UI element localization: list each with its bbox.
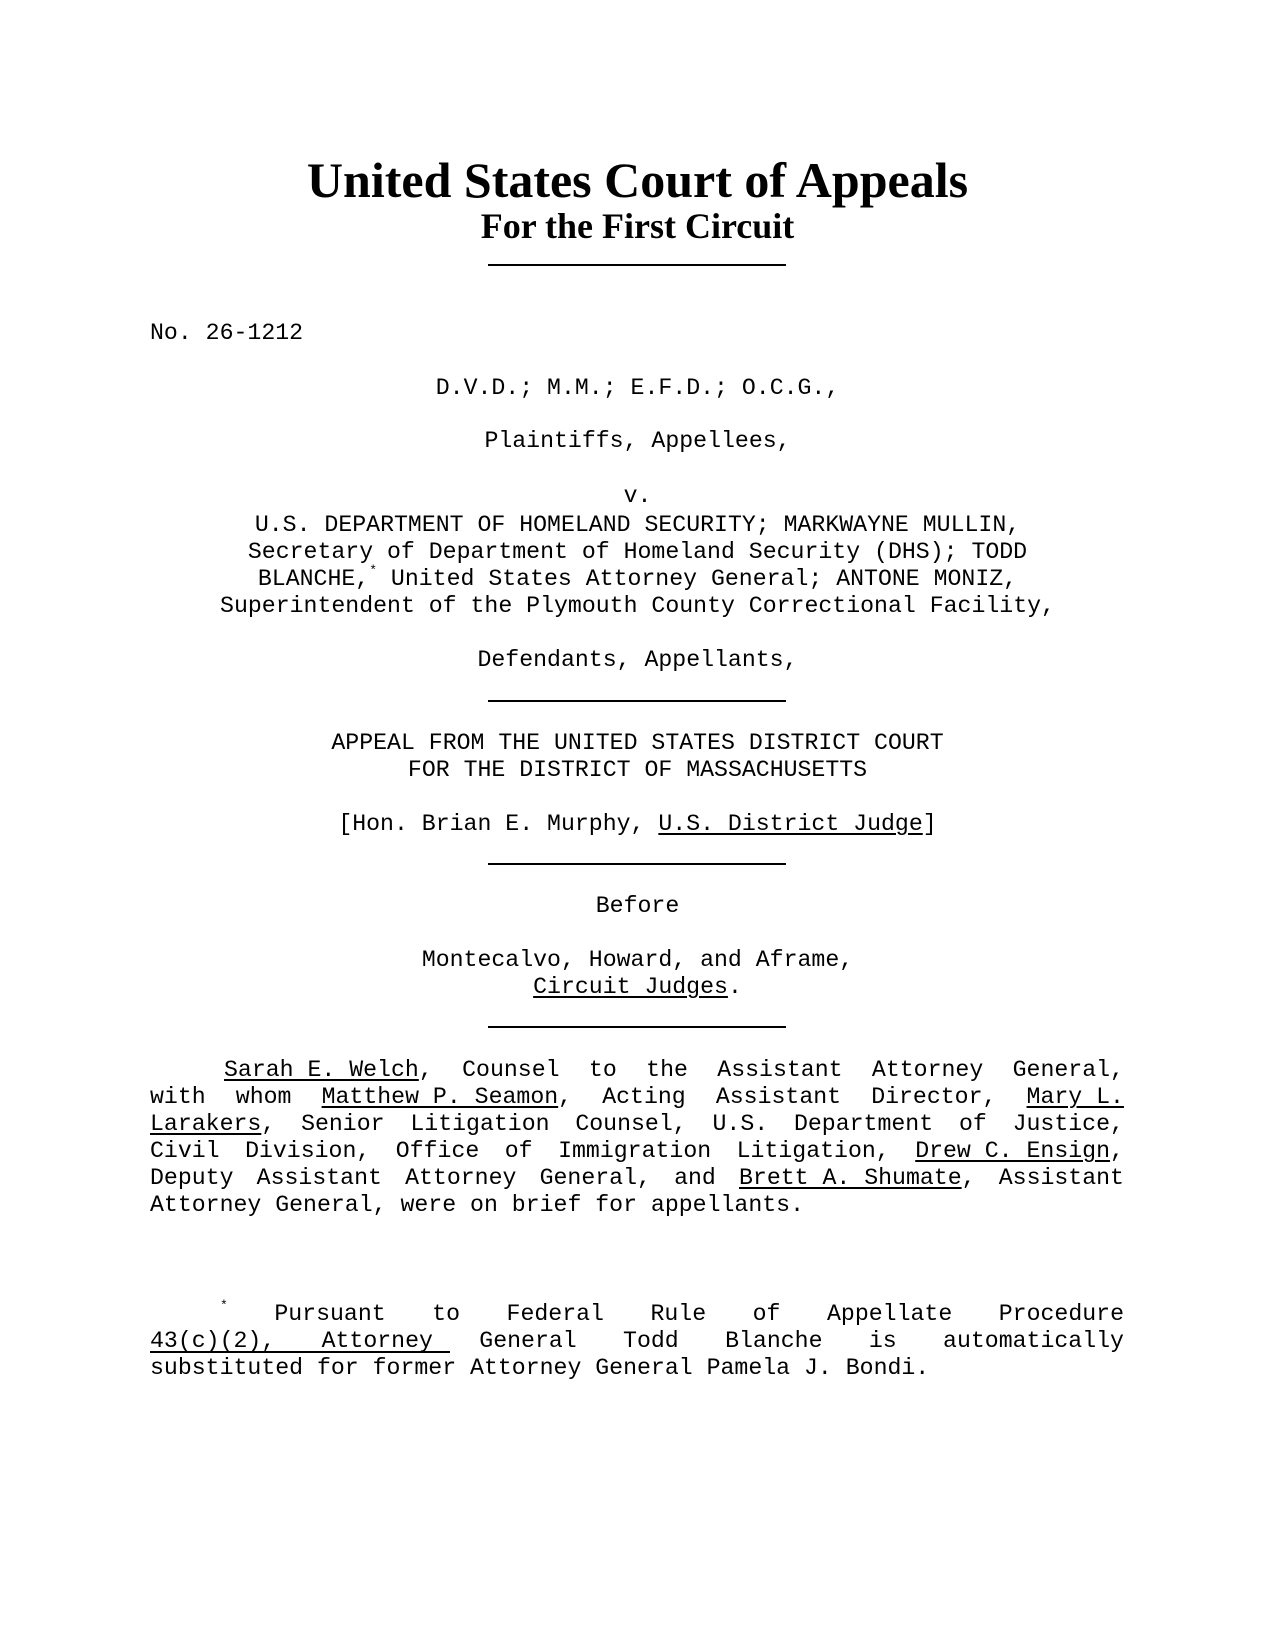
counsel-name-seamon: Matthew P. Seamon, bbox=[321, 1084, 573, 1110]
text-word: Deputy bbox=[150, 1165, 234, 1191]
text-word: Counsel, bbox=[575, 1111, 687, 1137]
footnote-word: Appellate bbox=[827, 1301, 953, 1327]
text-word: with bbox=[150, 1084, 206, 1110]
judge-title: U.S. District Judge bbox=[658, 811, 923, 837]
text-word: U.S. bbox=[712, 1111, 769, 1137]
defendants-line-2: Secretary of Department of Homeland Security (DHS); TODD bbox=[247, 539, 1028, 565]
footnote-word: of bbox=[752, 1301, 781, 1327]
text-word: of bbox=[958, 1111, 987, 1137]
divider-rule bbox=[488, 700, 786, 702]
counsel-word: the bbox=[646, 1057, 688, 1083]
text-word: whom bbox=[235, 1084, 292, 1110]
counsel-line-3 bbox=[150, 1110, 1124, 1138]
text-word: Attorney bbox=[405, 1165, 517, 1191]
text-word: Department bbox=[793, 1111, 934, 1137]
counsel-word: to bbox=[588, 1057, 617, 1083]
defendants-line-4: Superintendent of the Plymouth County Correctional Facility, bbox=[220, 593, 1055, 619]
defendants-line-3-rest: United States Attorney General; ANTONE MONIZ, bbox=[377, 566, 1018, 592]
circuit-judges-title: Circuit Judges bbox=[533, 974, 728, 1000]
defendants-line-3 bbox=[0, 565, 1275, 593]
footnote-word: Attorney bbox=[321, 1328, 433, 1354]
defendant-role: Defendants, Appellants, bbox=[477, 647, 798, 673]
counsel-name-ensign: Drew C. Ensign, bbox=[915, 1138, 1124, 1164]
court-subtitle: For the First Circuit bbox=[480, 206, 795, 246]
judge-suffix: ] bbox=[922, 811, 937, 837]
counsel-line-6: Attorney General, were on brief for appellants. bbox=[150, 1192, 804, 1218]
counsel-word: Attorney bbox=[871, 1057, 984, 1083]
counsel-word: Counsel bbox=[462, 1057, 560, 1083]
divider-rule bbox=[488, 863, 786, 865]
text-word: Office bbox=[395, 1138, 480, 1164]
text-word: Acting bbox=[602, 1084, 686, 1110]
footnote-mark: * bbox=[220, 1298, 228, 1313]
footnote-word: General bbox=[479, 1328, 577, 1354]
counsel-line-2 bbox=[150, 1083, 1124, 1111]
divider-rule bbox=[488, 264, 786, 266]
judge-prefix: [Hon. Brian E. Murphy, bbox=[338, 811, 659, 837]
footnote-word: Todd bbox=[623, 1328, 679, 1354]
text-word: of bbox=[504, 1138, 533, 1164]
text-word: Litigation, bbox=[736, 1138, 890, 1164]
plaintiff-role: Plaintiffs, Appellees, bbox=[484, 428, 791, 454]
counsel-line-1: Sarah E. Welch, Counsel to the Assistant Attorney General, bbox=[224, 1057, 1124, 1083]
versus: v. bbox=[623, 483, 652, 509]
footnote-word: 43(c)(2), bbox=[150, 1328, 276, 1354]
panel-title bbox=[0, 973, 1275, 1001]
panel-title-suffix: . bbox=[727, 974, 742, 1000]
text-word: Immigration bbox=[558, 1138, 712, 1164]
text-word: Litigation bbox=[410, 1111, 550, 1137]
text-word: General, bbox=[539, 1165, 651, 1191]
footnote-word: is bbox=[868, 1328, 897, 1354]
case-number: No. 26-1212 bbox=[150, 320, 304, 346]
district-judge bbox=[0, 810, 1275, 838]
plaintiff-names: D.V.D.; M.M.; E.F.D.; O.C.G., bbox=[435, 375, 840, 401]
appeal-line-2: FOR THE DISTRICT OF MASSACHUSETTS bbox=[407, 757, 868, 783]
footnote-word: Blanche bbox=[725, 1328, 823, 1354]
defendants-line-1: U.S. DEPARTMENT OF HOMELAND SECURITY; MARKWAYNE MULLIN, bbox=[254, 512, 1021, 538]
counsel-name-larakers: Mary L. bbox=[1026, 1084, 1124, 1110]
footnote-word: Rule bbox=[650, 1301, 707, 1327]
panel-judges: Montecalvo, Howard, and Aframe, bbox=[421, 947, 854, 973]
footnote-word: automatically bbox=[943, 1328, 1124, 1354]
counsel-name-larakers-cont: Larakers, bbox=[150, 1111, 276, 1137]
footnote-marker: * bbox=[369, 563, 378, 578]
counsel-name-welch: Sarah E. Welch bbox=[224, 1057, 419, 1083]
defendant-name-blanche: BLANCHE, bbox=[257, 566, 370, 592]
footnote-word: Procedure bbox=[998, 1301, 1124, 1327]
text-word: Senior bbox=[301, 1111, 385, 1137]
counsel-line-5 bbox=[150, 1164, 1124, 1192]
divider-rule bbox=[488, 1026, 786, 1028]
counsel-name-shumate: Brett A. Shumate, bbox=[739, 1165, 976, 1191]
footnote-word: Federal bbox=[506, 1301, 604, 1327]
footnote-line-1 bbox=[220, 1300, 1124, 1328]
text-word: and bbox=[674, 1165, 716, 1191]
footnote-line-2 bbox=[150, 1327, 1124, 1355]
text-word: Justice, bbox=[1012, 1111, 1124, 1137]
appeal-line-1: APPEAL FROM THE UNITED STATES DISTRICT COURT bbox=[331, 730, 944, 756]
counsel-line-4 bbox=[150, 1137, 1124, 1165]
court-title: United States Court of Appeals bbox=[306, 152, 969, 208]
text-word: Civil bbox=[150, 1138, 220, 1164]
text-word: Director, bbox=[871, 1084, 997, 1110]
footnote-word: Pursuant bbox=[274, 1301, 386, 1327]
text-word: Assistant bbox=[256, 1165, 382, 1191]
panel-before: Before bbox=[595, 893, 680, 919]
counsel-word: General, bbox=[1012, 1057, 1124, 1083]
text-word: Division, bbox=[245, 1138, 371, 1164]
footnote-word: to bbox=[432, 1301, 461, 1327]
counsel-word: Assistant bbox=[717, 1057, 843, 1083]
footnote-line-3: substituted for former Attorney General Pamela J. Bondi. bbox=[150, 1355, 930, 1381]
text-word: Assistant bbox=[998, 1165, 1124, 1191]
text-word: Assistant bbox=[715, 1084, 842, 1110]
